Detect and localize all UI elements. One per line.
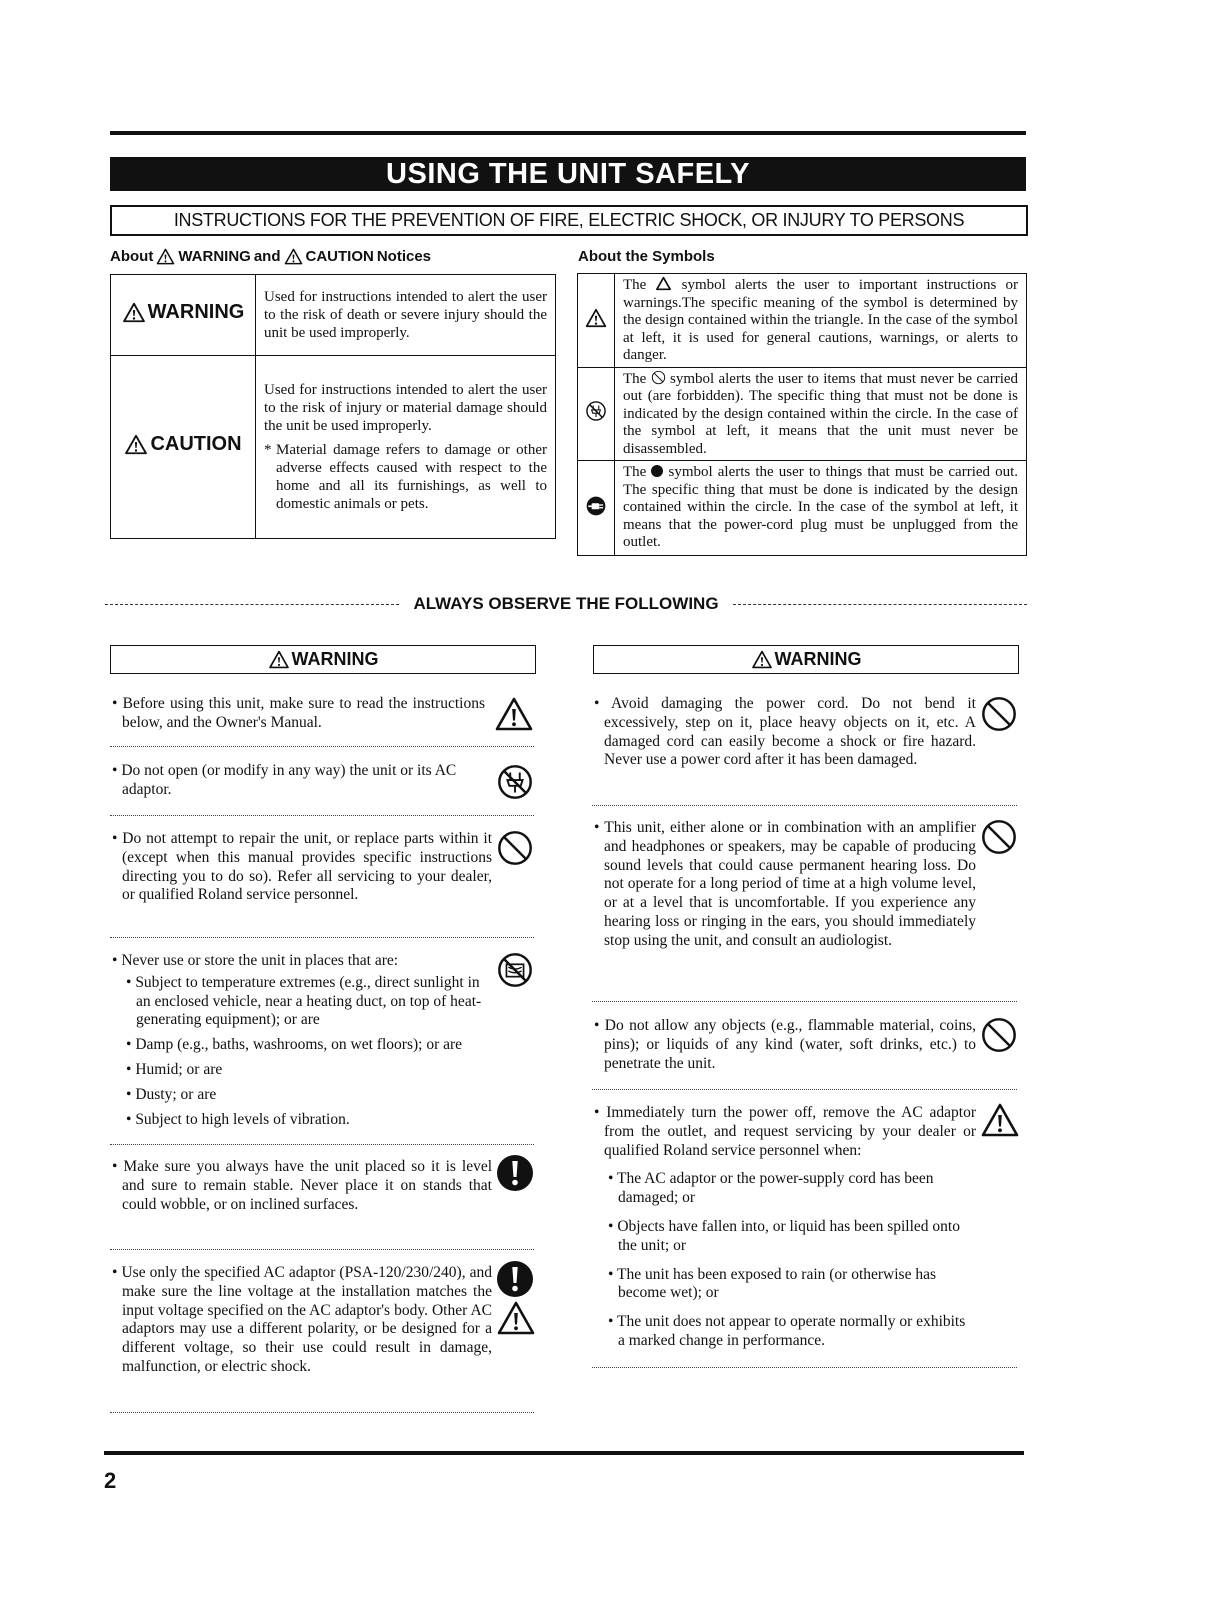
notices-heading (110, 248, 431, 265)
bullet: • (594, 1017, 600, 1034)
dotted-separator (110, 1144, 534, 1145)
symbol-row-triangle (578, 274, 1027, 368)
prohibited-inline-icon (651, 370, 666, 385)
warning-item (592, 819, 976, 951)
warning-label: WARNING (147, 301, 245, 323)
item-text: Do not allow any objects (e.g., flammable material, coins, pins); or liquids of any kind (water, soft drinks, etc.) to penetrate the unit. (604, 1017, 977, 1072)
filled-circle-icon (651, 465, 663, 477)
caution-triangle-icon (496, 1300, 536, 1336)
dashed-line-right (733, 604, 1027, 605)
symbol-desc-prefix: The (623, 370, 647, 387)
dotted-separator (592, 1367, 1017, 1368)
item-text: Before using this unit, make sure to read the instructions below, and the Owner's Manual. (122, 695, 485, 731)
footnote-text: Material damage refers to damage or other adverse effects caused with respect to the home and all its furnishings, as well to domestic animals or pets. (276, 442, 547, 512)
forbidden-symbol-description (615, 367, 1027, 461)
caution-notice-row (111, 356, 556, 539)
caution-triangle-icon (494, 696, 534, 732)
warning-triangle-icon (268, 650, 290, 669)
bullet: • (594, 819, 600, 836)
warning-notice-row (111, 275, 556, 356)
observe-heading: ALWAYS OBSERVE THE FOLLOWING (413, 594, 719, 613)
caution-triangle-icon (284, 248, 303, 265)
triangle-symbol-description (615, 274, 1027, 368)
bullet: • (112, 762, 118, 779)
bullet: • (608, 1265, 614, 1283)
symbols-table (577, 273, 1027, 556)
bottom-rule (104, 1451, 1024, 1455)
prohibited-icon (980, 818, 1018, 856)
bullet: • (112, 695, 118, 712)
bullet: • (126, 1110, 132, 1128)
bullet: • (112, 1264, 118, 1281)
warning-item (110, 1158, 492, 1214)
left-warning-box (110, 645, 536, 674)
item-text: Do not open (or modify in any way) the unit or its AC adaptor. (121, 762, 457, 798)
item-text: Never use or store the unit in places that are: (121, 952, 399, 969)
caution-description-cell (256, 356, 556, 539)
dotted-separator (110, 815, 534, 816)
no-disassembly-icon (496, 763, 534, 801)
notices-heading-prefix: About (110, 248, 154, 265)
caution-footnote (264, 441, 547, 513)
notices-table (110, 274, 556, 539)
right-warning-box (593, 645, 1019, 674)
symbol-desc-prefix: The (623, 277, 647, 293)
top-rule (110, 131, 1026, 135)
item-text: This unit, either alone or in combination with an amplifier and headphones or speakers, may be capable of producing sound levels that could cause permanent hearing loss. Do not operate for a long period of time at a high volume level, or at a level that is uncomfortable. If you experience any hearing loss or ringing in the ears, you should immediately stop using the unit, and consult an audiologist. (604, 819, 976, 949)
dotted-separator (110, 1412, 534, 1413)
unplug-icon (585, 495, 607, 517)
mandatory-icon (495, 1153, 535, 1193)
notices-heading-and: and (253, 248, 281, 265)
page-number: 2 (104, 1468, 117, 1493)
dotted-separator (110, 937, 534, 938)
warning-label-cell (111, 275, 256, 356)
no-water-icon (496, 951, 534, 989)
symbol-row-forbidden (578, 367, 1027, 461)
prohibited-icon (980, 695, 1018, 733)
item-text: Make sure you always have the unit placed so it is level and sure to remain stable. Never place it on stands that could wobble, or on inclined surfaces. (122, 1158, 493, 1213)
dotted-separator (592, 1089, 1017, 1090)
symbol-row-mandatory (578, 461, 1027, 556)
symbol-desc-text: symbol alerts the user to things that must be carried out. The specific thing that must be done is indicated by the design contained within the circle. In the case of the symbol at left, it means that the power-cord plug must be unplugged from the outlet. (623, 464, 1019, 551)
mandatory-symbol-cell (578, 461, 615, 556)
subitem-text: Subject to high levels of vibration. (135, 1110, 350, 1128)
warning-triangle-icon (122, 302, 146, 323)
footnote-marker: * (264, 442, 272, 458)
prohibited-icon (496, 829, 534, 867)
warning-item (110, 952, 490, 1129)
bullet: • (112, 1158, 118, 1175)
subitem-text: Dusty; or are (135, 1085, 217, 1103)
subitem-text: Damp (e.g., baths, washrooms, on wet floors); or are (135, 1036, 463, 1054)
page-title: USING THE UNIT SAFELY (110, 157, 1026, 191)
notices-heading-suffix: Notices (376, 248, 432, 265)
bullet: • (126, 973, 132, 991)
warning-item (592, 695, 976, 770)
caution-triangle-icon (124, 434, 148, 455)
subitem-text: The unit has been exposed to rain (or otherwise has become wet); or (617, 1265, 936, 1302)
bullet: • (594, 695, 600, 712)
warning-item (110, 762, 490, 800)
warning-triangle-icon (156, 248, 175, 265)
warning-item (592, 1017, 976, 1073)
caution-triangle-icon (980, 1102, 1020, 1138)
dotted-separator (110, 746, 534, 747)
symbol-desc-text: symbol alerts the user to items that must never be carried out (are forbidden). The specific thing that must not be done is indicated by the design contained within the circle. In the case of the symbol at left, it means that the unit must never be disassembled. (623, 370, 1019, 457)
warning-item (110, 830, 492, 905)
no-disassembly-icon (585, 400, 607, 422)
dotted-separator (110, 1249, 534, 1250)
bullet: • (126, 1036, 132, 1054)
warning-description: Used for instructions intended to alert the user to the risk of death or severe injury should the unit be used improperly. (256, 275, 556, 356)
bullet: • (608, 1313, 614, 1331)
subitem-text: Humid; or are (135, 1060, 223, 1078)
bullet: • (112, 830, 118, 847)
caution-label-cell (111, 356, 256, 539)
subitem-text: The unit does not appear to operate normally or exhibits a marked change in performance. (617, 1313, 966, 1349)
prohibited-icon (980, 1016, 1018, 1054)
warning-item (110, 695, 485, 733)
notices-heading-caution: CAUTION (305, 248, 374, 265)
notices-heading-warning: WARNING (178, 248, 251, 265)
warning-triangle-icon (751, 650, 773, 669)
right-warning-label: WARNING (774, 649, 862, 669)
item-text: Immediately turn the power off, remove the AC adaptor from the outlet, and request servicing by your dealer or qualified Roland service personnel when: (604, 1104, 977, 1159)
bullet: • (126, 1060, 132, 1078)
caution-description: Used for instructions intended to alert the user to the risk of injury or material damage should the unit be used improperly. (264, 382, 547, 434)
item-text: Avoid damaging the power cord. Do not bend it excessively, step on it, place heavy objects on it, etc. A damaged cord can easily become a shock or fire hazard. Never use a power cord after it has been damaged. (604, 695, 976, 769)
bullet: • (594, 1104, 600, 1121)
triangle-symbol-cell (578, 274, 615, 368)
left-warning-label: WARNING (291, 649, 379, 669)
dotted-separator (592, 805, 1017, 806)
subitem-text: Subject to temperature extremes (e.g., direct sunlight in an enclosed vehicle, near a heating duct, on top of heat-generating equipment); or are (135, 973, 482, 1029)
bullet: • (608, 1217, 614, 1235)
triangle-inline-icon (655, 276, 672, 291)
forbidden-symbol-cell (578, 367, 615, 461)
subitem-text: The AC adaptor or the power-supply cord has been damaged; or (617, 1170, 934, 1207)
symbol-desc-prefix: The (623, 464, 647, 481)
subitem-text: Objects have fallen into, or liquid has been spilled onto the unit; or (617, 1217, 960, 1254)
symbols-heading: About the Symbols (578, 248, 715, 265)
page-subtitle: INSTRUCTIONS FOR THE PREVENTION OF FIRE, ELECTRIC SHOCK, OR INJURY TO PERSONS (110, 205, 1028, 236)
dotted-separator (592, 1001, 1017, 1002)
mandatory-icon (495, 1259, 535, 1299)
item-text: Do not attempt to repair the unit, or replace parts within it (except when this manual provides specific instructions directing you to do so). Refer all servicing to your dealer, or qualified Roland service personnel. (122, 830, 493, 904)
bullet: • (112, 952, 118, 969)
mandatory-symbol-description (615, 461, 1027, 556)
warning-item (110, 1264, 492, 1377)
warning-triangle-icon (585, 308, 607, 328)
bullet: • (608, 1170, 614, 1188)
symbol-desc-text: symbol alerts the user to important instructions or warnings.The specific meaning of the symbol is determined by the design contained within the triangle. In the case of the symbol at left, it is used for general cautions, warnings, or alerts to danger. (623, 277, 1018, 363)
warning-item (592, 1104, 976, 1351)
item-text: Use only the specified AC adaptor (PSA-120/230/240), and make sure the line voltage at the installation matches the input voltage specified on the AC adaptor's body. Other AC adaptors may use a different polarity, or be designed for a different voltage, so their use could result in damage, malfunction, or electric shock. (121, 1264, 493, 1375)
dashed-line-left (105, 604, 399, 605)
observe-divider (105, 592, 1027, 616)
caution-label: CAUTION (150, 433, 242, 455)
bullet: • (126, 1085, 132, 1103)
